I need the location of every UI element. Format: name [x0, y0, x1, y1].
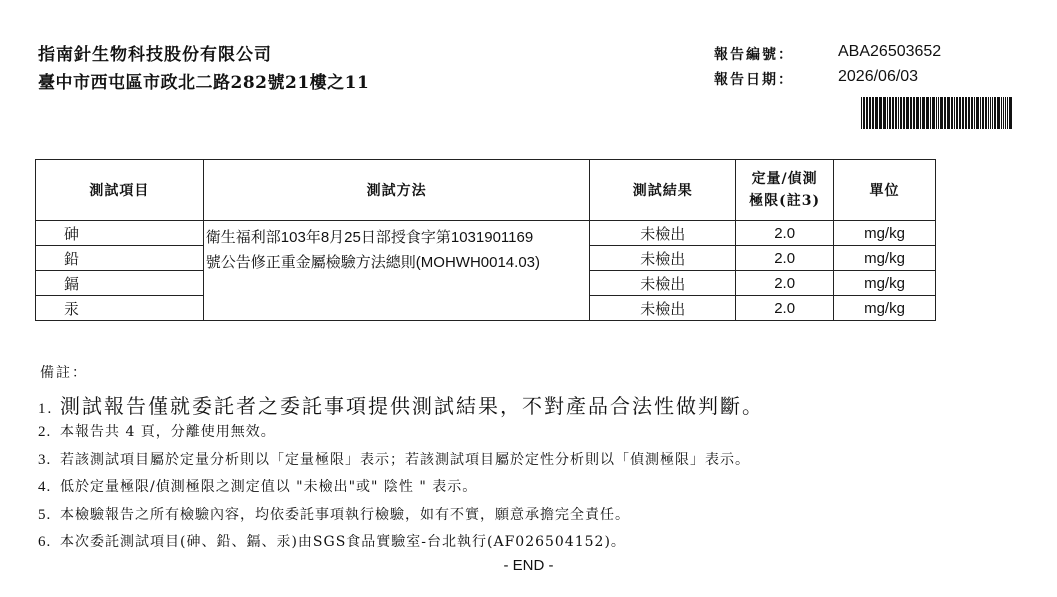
barcode-bar [936, 97, 937, 129]
note-item [38, 531, 626, 551]
barcode-bar [988, 97, 989, 129]
barcode-bar [994, 97, 996, 129]
row-limit: 2.0 [736, 246, 834, 271]
row-unit: mg/kg [834, 296, 936, 321]
header-limit-line2: 極限(註3) [749, 193, 821, 209]
barcode-bar [883, 97, 886, 129]
barcode-bar [1005, 97, 1006, 129]
note-number: 6. [38, 534, 52, 550]
barcode-bar [863, 97, 865, 129]
notes-title: 備註： [40, 365, 88, 381]
table-header-row [36, 160, 936, 221]
header-test-item: 測試項目 [36, 160, 204, 221]
row-item: 砷 [36, 221, 204, 246]
barcode-bar [985, 97, 987, 129]
test-method-line1: 衛生福利部103年8月25日部授食字第1031901169 [205, 229, 534, 246]
row-result: 未檢出 [590, 296, 736, 321]
test-method-line2: 號公告修正重金屬檢驗方法總則(MOHWH0014.03) [205, 254, 540, 271]
barcode-bar [954, 97, 955, 129]
barcode-bar [965, 97, 967, 129]
note-text: 本報告共 4 頁，分離使用無效。 [60, 424, 276, 440]
barcode-bar [932, 97, 935, 129]
barcode-bar [916, 97, 919, 129]
note-number: 2. [38, 424, 52, 440]
barcode-bar [938, 97, 939, 129]
barcode-bar [895, 97, 897, 129]
barcode-bar [922, 97, 925, 129]
barcode-bar [1003, 97, 1004, 129]
note-number: 5. [38, 507, 52, 523]
barcode-bar [974, 97, 975, 129]
header-test-result: 測試結果 [590, 160, 736, 221]
note-number: 1. [38, 401, 54, 417]
barcode-bar [990, 97, 991, 129]
barcode-bar [892, 97, 894, 129]
barcode-bar [930, 97, 931, 129]
barcode-bar [1001, 97, 1002, 129]
row-result: 未檢出 [590, 246, 736, 271]
barcode-bar [940, 97, 943, 129]
barcode-bar [906, 97, 909, 129]
row-result: 未檢出 [590, 271, 736, 296]
results-table [35, 159, 936, 321]
barcode-bar [910, 97, 912, 129]
row-limit: 2.0 [736, 271, 834, 296]
barcode-bar [947, 97, 950, 129]
note-item [38, 449, 750, 469]
note-text: 測試報告僅就委託者之委託事項提供測試結果，不對產品合法性做判斷。 [60, 394, 764, 418]
barcode-bar [926, 97, 929, 129]
row-limit: 2.0 [736, 296, 834, 321]
report-date-label: 報告日期： [714, 72, 794, 88]
header-test-method: 測試方法 [203, 160, 590, 221]
barcode-bar [887, 97, 888, 129]
barcode-bar [913, 97, 915, 129]
report-number: ABA26503652 [838, 43, 942, 60]
note-text: 若該測試項目屬於定量分析則以「定量極限」表示；若該測試項目屬於定性分析則以「偵測極限」表示。 [60, 452, 750, 468]
row-unit: mg/kg [834, 271, 936, 296]
barcode-bar [898, 97, 899, 129]
note-number: 4. [38, 479, 52, 495]
barcode-bar [968, 97, 970, 129]
barcode-bar [903, 97, 905, 129]
company-address: 臺中市西屯區市政北二路282號21樓之11 [38, 73, 370, 93]
barcode-bar [869, 97, 871, 129]
note-text: 本次委託測試項目(砷、鉛、鎘、汞)由SGS食品實驗室-台北執行(AF026504152)。 [60, 534, 626, 550]
company-name: 指南針生物科技股份有限公司 [38, 45, 272, 65]
barcode-bar [879, 97, 882, 129]
row-result: 未檢出 [590, 221, 736, 246]
barcode-bar [861, 97, 862, 129]
barcode-bar [992, 97, 993, 129]
barcode-bar [900, 97, 902, 129]
note-text: 本檢驗報告之所有檢驗內容，均依委託事項執行檢驗，如有不實，願意承擔完全責任。 [60, 507, 630, 523]
row-item: 鉛 [36, 246, 204, 271]
report-date: 2026/06/03 [838, 68, 919, 85]
note-number: 3. [38, 452, 52, 468]
barcode-bar [951, 97, 953, 129]
barcode-bar [982, 97, 984, 129]
row-item: 汞 [36, 296, 204, 321]
table-row [36, 221, 936, 246]
barcode-bar [997, 97, 1000, 129]
barcode-bar [920, 97, 921, 129]
test-method-cell [203, 221, 590, 321]
note-item [38, 476, 477, 496]
barcode-bar [944, 97, 946, 129]
barcode-bar [959, 97, 961, 129]
barcode-bar [889, 97, 891, 129]
note-text: 低於定量極限/偵測極限之測定值以 "未檢出"或" 陰性 " 表示。 [60, 479, 478, 495]
barcode-bar [1007, 97, 1008, 129]
note-item [38, 390, 764, 419]
barcode-bar [872, 97, 874, 129]
barcode-bar [976, 97, 979, 129]
row-limit: 2.0 [736, 221, 834, 246]
header-limit [736, 160, 834, 221]
barcode-bar [866, 97, 868, 129]
note-item [38, 504, 630, 524]
end-marker: - END - [503, 557, 554, 574]
barcode-bar [980, 97, 981, 129]
barcode-bar [962, 97, 964, 129]
note-item [38, 421, 276, 441]
row-item: 鎘 [36, 271, 204, 296]
barcode-bar [875, 97, 878, 129]
row-unit: mg/kg [834, 246, 936, 271]
report-number-label: 報告編號： [714, 47, 794, 63]
barcode-bar [956, 97, 958, 129]
header-unit: 單位 [834, 160, 936, 221]
barcode-bar [971, 97, 973, 129]
row-unit: mg/kg [834, 221, 936, 246]
header-limit-line1: 定量/偵測 [751, 171, 818, 187]
barcode-bar [1009, 97, 1012, 129]
barcode [861, 97, 1019, 129]
